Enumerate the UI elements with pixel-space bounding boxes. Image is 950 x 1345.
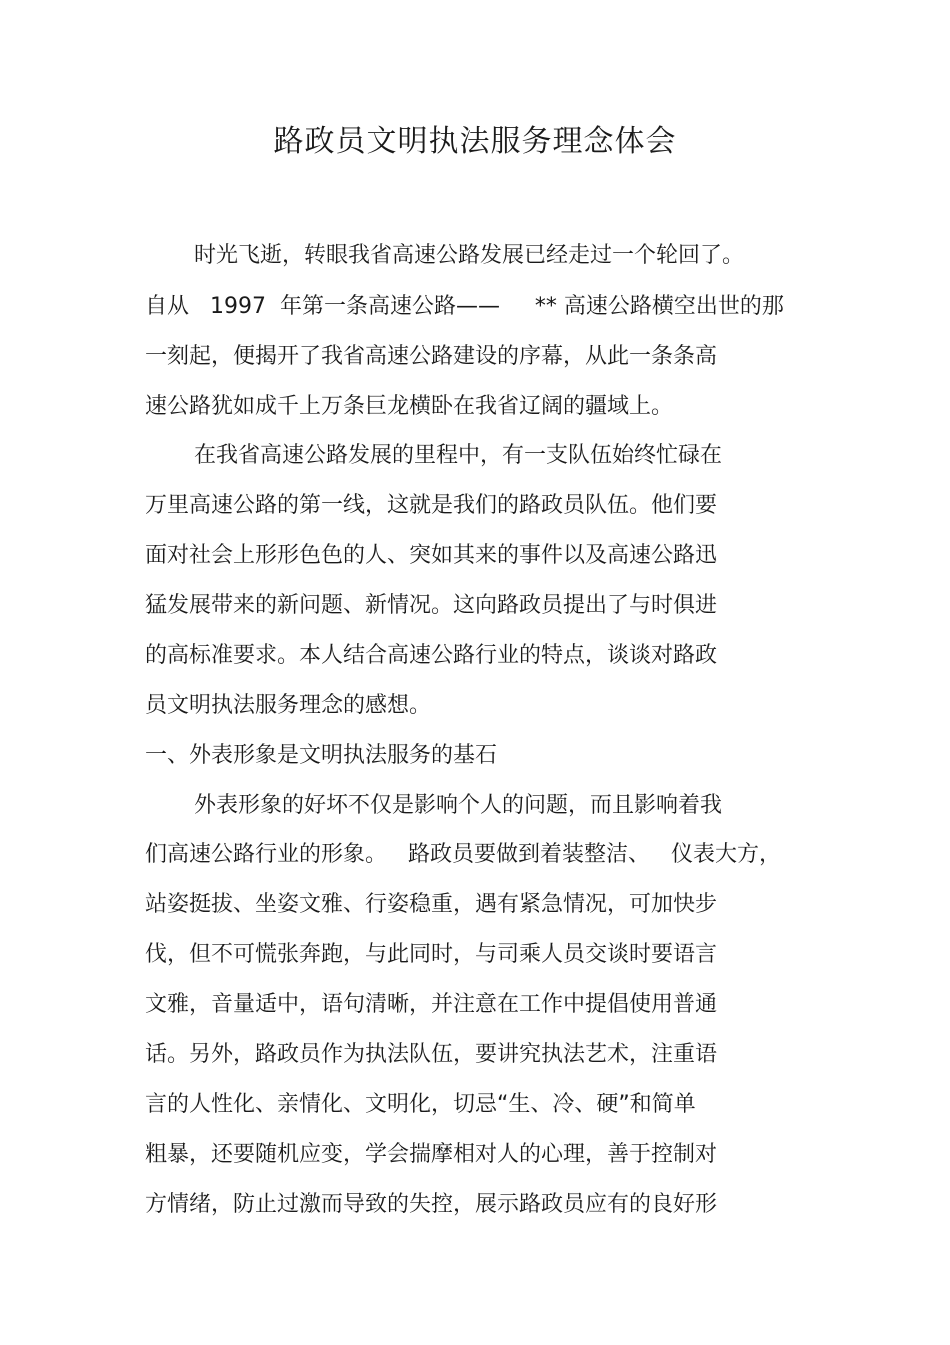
paragraph-line: 面对社会上形形色色的人、突如其来的事件以及高速公路迅 <box>145 543 718 568</box>
paragraph-line: 速公路犹如成千上万条巨龙横卧在我省辽阔的疆域上。 <box>145 394 674 419</box>
paragraph-line: 方情绪，防止过激而导致的失控，展示路政员应有的良好形 <box>145 1192 718 1217</box>
paragraph-line: 在我省高速公路发展的里程中，有一支队伍始终忙碌在 <box>194 443 723 468</box>
paragraph-line: 粗暴，还要随机应变，学会揣摩相对人的心理，善于控制对 <box>145 1142 718 1167</box>
paragraph-line: 站姿挺拔、坐姿文雅、行姿稳重，遇有紧急情况，可加快步 <box>145 892 718 917</box>
document-title: 路政员文明执法服务理念体会 <box>273 124 677 159</box>
paragraph-line: 们高速公路行业的形象。 路政员要做到着装整洁、 仪表大方， <box>145 842 781 867</box>
paragraph-line: 一刻起，便揭开了我省高速公路建设的序幕，从此一条条高 <box>145 344 718 369</box>
paragraph-line: 言的人性化、亲情化、文明化，切忌“生、冷、硬”和简单 <box>145 1092 696 1117</box>
paragraph-line: 时光飞逝，转眼我省高速公路发展已经走过一个轮回了。 <box>194 243 745 268</box>
paragraph-line: 外表形象的好坏不仅是影响个人的问题，而且影响着我 <box>194 793 723 818</box>
paragraph-line: 万里高速公路的第一线，这就是我们的路政员队伍。他们要 <box>145 493 718 518</box>
paragraph-line: 伐，但不可慌张奔跑，与此同时，与司乘人员交谈时要语言 <box>145 942 718 967</box>
section-heading: 一、外表形象是文明执法服务的基石 <box>145 743 498 768</box>
paragraph-line: 文雅，音量适中，语句清晰，并注意在工作中提倡使用普通 <box>145 992 718 1017</box>
paragraph-line: 自从 1997 年第一条高速公路—— ** 高速公路横空出世的那 <box>145 294 784 319</box>
paragraph-line: 话。另外，路政员作为执法队伍，要讲究执法艺术，注重语 <box>145 1042 718 1067</box>
paragraph-line: 员文明执法服务理念的感想。 <box>145 693 432 718</box>
paragraph-line: 的高标准要求。本人结合高速公路行业的特点，谈谈对路政 <box>145 643 718 668</box>
paragraph-line: 猛发展带来的新问题、新情况。这向路政员提出了与时俱进 <box>145 593 718 618</box>
